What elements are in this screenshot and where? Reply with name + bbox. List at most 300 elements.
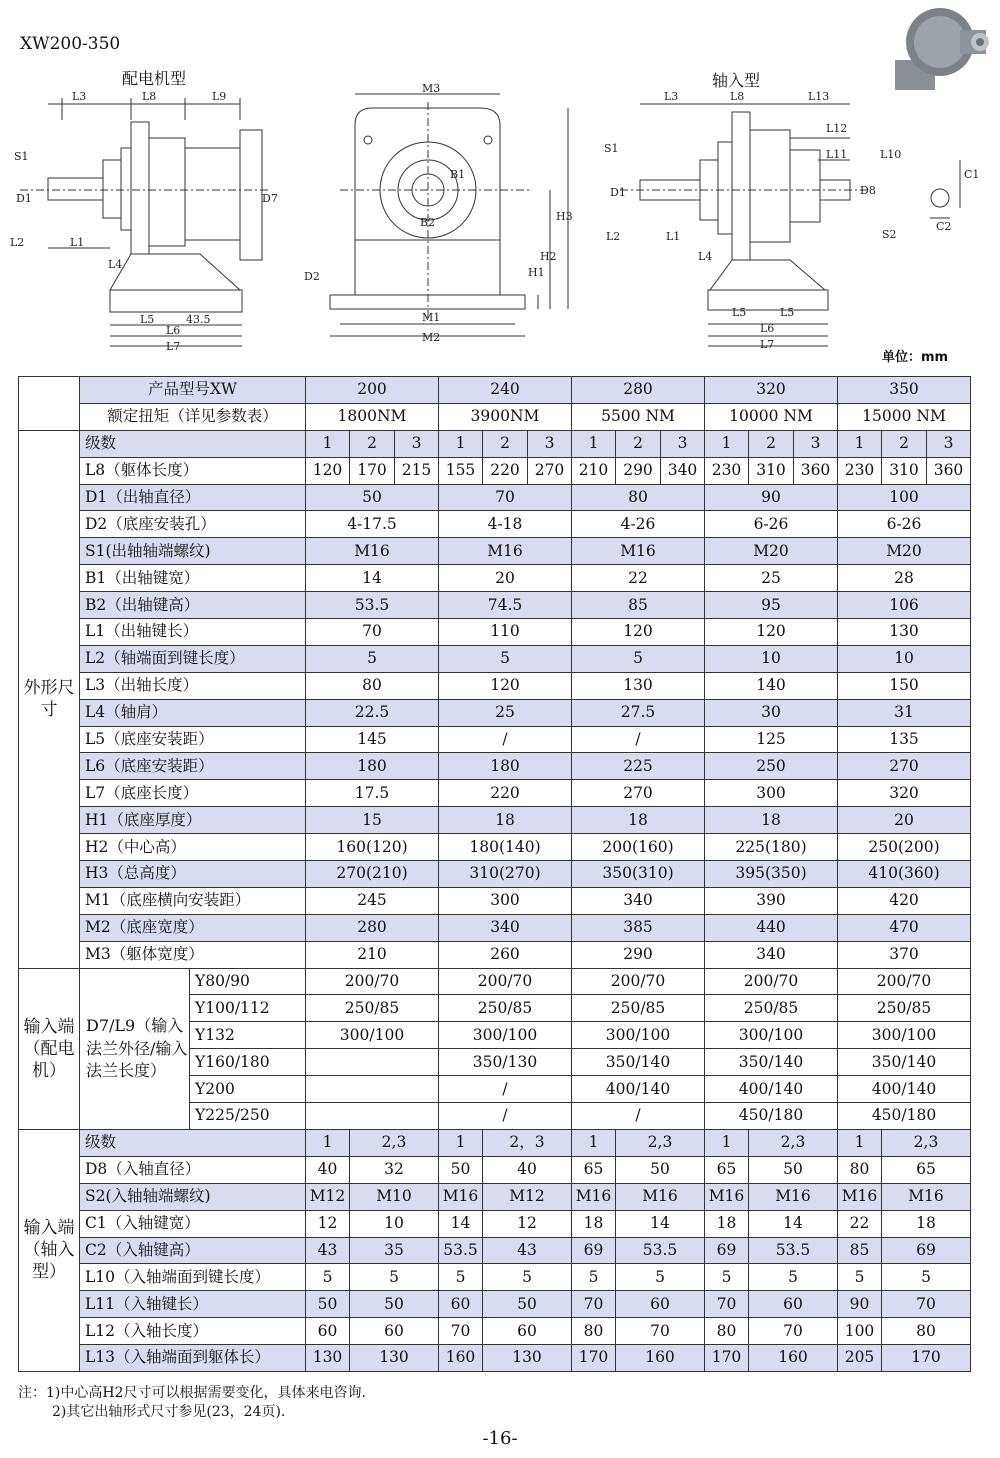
shaft-value: 18 [882,1210,971,1237]
motor-value [306,1076,439,1103]
table-row [19,619,971,646]
torque-value: 10000 NM [705,403,838,430]
shaft-value: M16 [749,1183,838,1210]
param-value: 270(210) [306,861,439,888]
shaft-value: 170 [572,1345,616,1372]
table-row [19,1345,971,1372]
table-row [19,1183,971,1210]
shaft-stage-value: 2,3 [882,1129,971,1156]
torque-label: 额定扭矩（详见参数表） [80,403,306,430]
motor-value: 350/140 [838,1049,971,1076]
group-shaft-input: 输入端（轴入型） [19,1129,80,1371]
shaft-param-label: L10（入轴端面到键长度） [80,1264,306,1291]
motor-value: 450/180 [838,1103,971,1130]
dim-L10: L10 [880,148,902,161]
shaft-value: M12 [306,1183,350,1210]
shaft-value: 32 [350,1156,439,1183]
shaft-value: 5 [705,1264,749,1291]
table-row [19,1210,971,1237]
table-row [19,941,971,968]
param-value: 125 [705,726,838,753]
stage-value: 2 [483,430,528,457]
param-value: 150 [838,672,971,699]
param-value: M20 [705,538,838,565]
param-value: 470 [838,914,971,941]
dim-L1: L1 [70,236,85,249]
shaft-value: 5 [483,1264,572,1291]
motor-value: 250/85 [572,995,705,1022]
param-value: 17.5 [306,780,439,807]
param-value: 140 [705,672,838,699]
torque-value: 1800NM [306,403,439,430]
param-value: 6-26 [705,511,838,538]
dim-D1-shaft: D1 [610,186,626,199]
l8-value: 360 [927,457,971,484]
param-value: 74.5 [439,592,572,619]
l8-value: 290 [616,457,661,484]
motor-value: 250/85 [838,995,971,1022]
table-row [19,430,971,457]
shaft-value: 22 [838,1210,882,1237]
param-value: 5 [306,645,439,672]
param-value: 27.5 [572,699,705,726]
param-value: 270 [572,780,705,807]
param-value: 18 [705,807,838,834]
table-row [19,968,971,995]
motor-value [306,1103,439,1130]
motor-value: 250/85 [705,995,838,1022]
shaft-param-label: C2（入轴键高） [80,1237,306,1264]
note-1: 注：1)中心高H2尺寸可以根据需要变化，具体来电咨询. [18,1385,366,1401]
table-row [19,699,971,726]
shaft-value: 43 [306,1237,350,1264]
dim-H3: H3 [556,210,573,223]
param-label: M2（底座宽度） [80,914,306,941]
shaft-value: 205 [838,1345,882,1372]
param-value: 300 [705,780,838,807]
shaft-value: 130 [306,1345,350,1372]
dim-L3: L3 [72,90,87,103]
param-value: 300 [439,887,572,914]
param-value: 20 [838,807,971,834]
motor-value: 300/100 [705,1022,838,1049]
shaft-value: M16 [705,1183,749,1210]
stage-value: 2 [616,430,661,457]
dim-S2: S2 [882,228,897,241]
shaft-value: 69 [882,1237,971,1264]
param-value: 120 [572,619,705,646]
shaft-value: 60 [749,1291,838,1318]
param-value: 25 [439,699,572,726]
shaft-value: 130 [350,1345,439,1372]
param-value: M16 [439,538,572,565]
param-value: 440 [705,914,838,941]
shaft-value: 80 [882,1318,971,1345]
param-value: 20 [439,565,572,592]
l8-value: 120 [306,457,350,484]
table-row [19,914,971,941]
param-value: 340 [705,941,838,968]
shaft-value: 70 [439,1318,483,1345]
param-value: 180 [439,753,572,780]
motor-value: 200/70 [306,968,439,995]
shaft-value: 5 [306,1264,350,1291]
shaft-value: 69 [705,1237,749,1264]
param-value: 420 [838,887,971,914]
shaft-stage-value: 1 [439,1129,483,1156]
shaft-stage-value: 2,3 [350,1129,439,1156]
dim-H2: H2 [540,250,557,263]
shaft-value: 18 [572,1210,616,1237]
motor-value [306,1049,439,1076]
shaft-stage-value: 1 [838,1129,882,1156]
shaft-value: 35 [350,1237,439,1264]
motor-value: 300/100 [306,1022,439,1049]
dim-L9: L9 [212,90,227,103]
shaft-stage-value: 2,3 [749,1129,838,1156]
shaft-value: 160 [749,1345,838,1372]
param-label: B1（出轴键宽） [80,565,306,592]
shaft-value: M16 [838,1183,882,1210]
model-value: 320 [705,377,838,404]
stage-value: 1 [572,430,616,457]
dim-L11: L11 [826,148,848,161]
motor-value: 400/140 [572,1076,705,1103]
param-label: L5（底座安装距） [80,726,306,753]
l8-value: 210 [572,457,616,484]
group-outer-dims: 外形尺寸 [19,430,80,968]
dim-L8-shaft: L8 [730,90,745,103]
motor-frame-label: Y160/180 [190,1049,306,1076]
shaft-value: 85 [838,1237,882,1264]
shaft-value: 12 [483,1210,572,1237]
stage-value: 3 [927,430,971,457]
l8-value: 310 [882,457,927,484]
param-value: 225 [572,753,705,780]
shaft-value: M16 [616,1183,705,1210]
param-value: 200(160) [572,834,705,861]
param-value: 18 [572,807,705,834]
table-row [19,645,971,672]
shaft-value: 70 [572,1291,616,1318]
shaft-value: 65 [572,1156,616,1183]
dim-M1: M1 [422,311,441,324]
model-value: 200 [306,377,439,404]
param-value: 28 [838,565,971,592]
param-value: 30 [705,699,838,726]
model-title: XW200-350 [20,34,121,54]
param-label: L1（出轴键长） [80,619,306,646]
dim-L1-shaft: L1 [666,230,681,243]
motor-value: 250/85 [306,995,439,1022]
param-value: / [572,726,705,753]
stage-value: 1 [705,430,749,457]
parameter-table [18,376,971,1372]
param-value: 395(350) [705,861,838,888]
stage-value: 3 [794,430,838,457]
dim-L6-shaft: L6 [760,322,775,335]
l8-value: 230 [838,457,882,484]
shaft-value: 80 [838,1156,882,1183]
shaft-value: 14 [439,1210,483,1237]
table-row [19,565,971,592]
stage-value: 3 [528,430,572,457]
motor-value: 350/130 [439,1049,572,1076]
shaft-value: 50 [350,1291,439,1318]
dim-L5: L5 [140,313,155,326]
motor-value: 300/100 [838,1022,971,1049]
model-label: 产品型号XW [80,377,306,404]
param-value: 320 [838,780,971,807]
param-value: 25 [705,565,838,592]
param-value: 14 [306,565,439,592]
param-value: / [439,726,572,753]
stage-value: 3 [661,430,705,457]
param-value: 10 [838,645,971,672]
dim-S1-shaft: S1 [604,142,619,155]
param-value: 210 [306,941,439,968]
table-row [19,672,971,699]
dim-L5-shaft-a: L5 [732,306,747,319]
dim-L12: L12 [826,122,848,135]
shaft-stage-value: 2,3 [616,1129,705,1156]
notes [18,1384,366,1422]
shaft-value: 60 [306,1318,350,1345]
dim-L7-shaft: L7 [760,338,775,351]
table-row [19,511,971,538]
l8-value: 220 [483,457,528,484]
param-value: 270 [838,753,971,780]
l8-value: 270 [528,457,572,484]
shaft-value: 40 [483,1156,572,1183]
param-value: 85 [572,592,705,619]
param-value: 180(140) [439,834,572,861]
table-row [19,538,971,565]
param-value: 130 [838,619,971,646]
motor-frame-label: Y132 [190,1022,306,1049]
motor-param-label: D7/L9（输入法兰外径/输入法兰长度） [80,968,190,1129]
param-value: 250(200) [838,834,971,861]
shaft-value: M16 [439,1183,483,1210]
shaft-value: 60 [616,1291,705,1318]
shaft-value: 90 [838,1291,882,1318]
shaft-value: 10 [350,1210,439,1237]
param-value: 110 [439,619,572,646]
param-value: 22 [572,565,705,592]
param-value: 6-26 [838,511,971,538]
dim-M3: M3 [422,82,441,95]
shaft-value: 100 [838,1318,882,1345]
param-label: M3（躯体宽度） [80,941,306,968]
shaft-value: 160 [616,1345,705,1372]
motor-value: 200/70 [838,968,971,995]
param-value: 90 [705,484,838,511]
param-value: 280 [306,914,439,941]
table-row [19,861,971,888]
shaft-value: 50 [616,1156,705,1183]
param-value: 50 [306,484,439,511]
shaft-value: M16 [572,1183,616,1210]
motor-value: 300/100 [572,1022,705,1049]
dim-L8: L8 [142,90,157,103]
table-row [19,1318,971,1345]
motor-frame-label: Y200 [190,1076,306,1103]
shaft-value: 70 [882,1291,971,1318]
param-value: 130 [572,672,705,699]
table-row [19,403,971,430]
motor-value: 450/180 [705,1103,838,1130]
param-value: 120 [705,619,838,646]
table-row [19,1291,971,1318]
model-value: 240 [439,377,572,404]
param-value: 80 [306,672,439,699]
shaft-param-label: L11（入轴键长） [80,1291,306,1318]
l8-value: 310 [749,457,794,484]
param-value: 260 [439,941,572,968]
shaft-value: 170 [882,1345,971,1372]
table-row [19,834,971,861]
shaft-value: 70 [749,1318,838,1345]
stage-value: 2 [882,430,927,457]
page-number: -16- [482,1428,518,1449]
dim-B2: B2 [420,216,436,229]
shaft-value: 60 [483,1318,572,1345]
shaft-value: 70 [616,1318,705,1345]
shaft-value: M16 [882,1183,971,1210]
param-value: 385 [572,914,705,941]
dim-L7: L7 [166,340,181,353]
param-value: 225(180) [705,834,838,861]
shaft-value: 65 [882,1156,971,1183]
shaft-value: 12 [306,1210,350,1237]
shaft-value: M10 [350,1183,439,1210]
table-row [19,807,971,834]
param-value: 120 [439,672,572,699]
dim-D2: D2 [304,270,320,283]
dim-L2: L2 [10,236,25,249]
motor-value: / [572,1103,705,1130]
table-row [19,377,971,404]
shaft-value: 50 [749,1156,838,1183]
shaft-value: 43 [483,1237,572,1264]
param-value: 106 [838,592,971,619]
torque-value: 5500 NM [572,403,705,430]
param-value: 290 [572,941,705,968]
shaft-value: 50 [439,1156,483,1183]
table-row [19,484,971,511]
param-value: 350(310) [572,861,705,888]
shaft-param-label: S2(入轴轴端螺纹) [80,1183,306,1210]
motor-value: 200/70 [705,968,838,995]
shaft-value: 5 [749,1264,838,1291]
shaft-value: 40 [306,1156,350,1183]
table-row [19,887,971,914]
motor-frame-label: Y225/250 [190,1103,306,1130]
param-value: 80 [572,484,705,511]
shaft-stage-value: 1 [705,1129,749,1156]
param-value: M16 [306,538,439,565]
shaft-stage-value: 1 [306,1129,350,1156]
dim-L13: L13 [808,90,830,103]
l8-value: 155 [439,457,483,484]
l8-value: 340 [661,457,705,484]
shaft-param-label: D8（入轴直径） [80,1156,306,1183]
param-value: 22.5 [306,699,439,726]
param-value: 53.5 [306,592,439,619]
param-label: L3（出轴长度） [80,672,306,699]
shaft-value: 5 [350,1264,439,1291]
dim-L6: L6 [166,324,181,337]
table-row [19,780,971,807]
shaft-value: 60 [439,1291,483,1318]
dim-L2-shaft: L2 [606,230,621,243]
shaft-value: 5 [882,1264,971,1291]
param-label: L6（底座安装距） [80,753,306,780]
param-label: L2（轴端面到键长度） [80,645,306,672]
stage-value: 1 [306,430,350,457]
param-label: S1(出轴轴端螺纹) [80,538,306,565]
drawing-front-view [300,80,580,360]
shaft-value: 80 [572,1318,616,1345]
dim-C2: C2 [936,220,952,233]
param-value: 5 [572,645,705,672]
motor-value: 350/140 [572,1049,705,1076]
dim-C1: C1 [964,168,980,181]
torque-value: 15000 NM [838,403,971,430]
unit-label: 单位：mm [882,350,949,365]
param-value: 390 [705,887,838,914]
table-row [19,726,971,753]
param-value: 70 [439,484,572,511]
param-value: 31 [838,699,971,726]
shaft-stage-label: 级数 [80,1129,306,1156]
param-value: 250 [705,753,838,780]
param-label: H3（总高度） [80,861,306,888]
param-value: 160(120) [306,834,439,861]
dim-L3-shaft: L3 [664,90,679,103]
motor-value: 350/140 [705,1049,838,1076]
stage-label: 级数 [80,430,306,457]
dim-H1: H1 [528,266,545,279]
param-label: L4（轴肩） [80,699,306,726]
table-row [19,1156,971,1183]
shaft-value: 70 [705,1291,749,1318]
param-value: M20 [838,538,971,565]
param-value: 220 [439,780,572,807]
shaft-value: 18 [705,1210,749,1237]
param-value: 135 [838,726,971,753]
table-row [19,1129,971,1156]
table-row [19,753,971,780]
shaft-value: 53.5 [439,1237,483,1264]
l8-value: 230 [705,457,749,484]
shaft-value: 5 [572,1264,616,1291]
motor-value: 400/140 [705,1076,838,1103]
param-value: 340 [572,887,705,914]
motor-value: 250/85 [439,995,572,1022]
param-value: 100 [838,484,971,511]
stage-value: 1 [838,430,882,457]
shaft-type-label: 轴入型 [712,71,761,90]
param-value: 18 [439,807,572,834]
table-row [19,457,971,484]
l8-label: L8（躯体长度） [80,457,306,484]
dim-D1: D1 [16,192,32,205]
param-label: D2（底座安装孔） [80,511,306,538]
shaft-value: 170 [705,1345,749,1372]
shaft-value: 14 [749,1210,838,1237]
stage-value: 2 [749,430,794,457]
